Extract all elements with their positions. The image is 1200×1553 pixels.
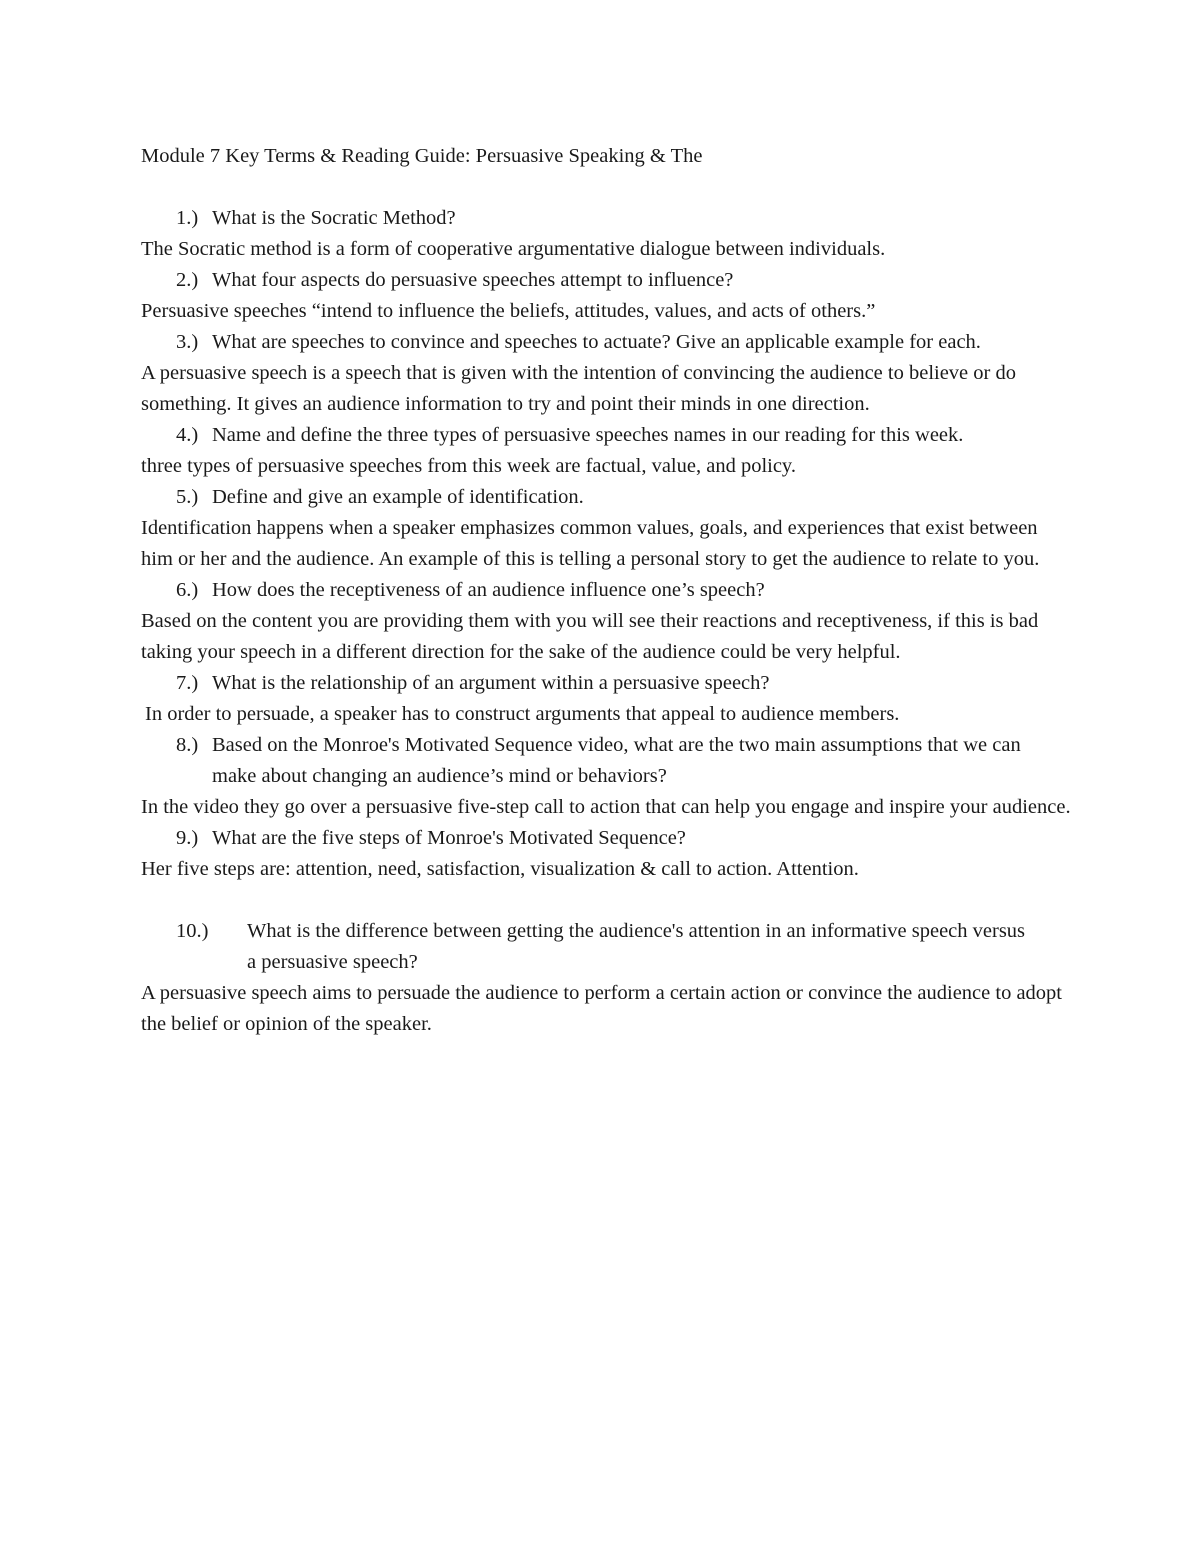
paragraph-gap [141, 885, 1071, 916]
question-number: 3.) [176, 331, 199, 353]
document-title: Module 7 Key Terms & Reading Guide: Persuasive Speaking & The [141, 145, 703, 167]
qa-item-9 [141, 823, 1071, 885]
question-text: Based on the Monroe's Motivated Sequence video, what are the two main assumptions that we can make about changing an audience’s mind or behaviors? [212, 734, 1021, 787]
question-5 [176, 482, 1071, 513]
qa-item-5 [141, 482, 1071, 575]
qa-item-8 [141, 730, 1071, 823]
question-text: How does the receptiveness of an audience influence one’s speech? [212, 579, 765, 601]
answer-3: A persuasive speech is a speech that is given with the intention of convincing the audience to believe or do something. It gives an audience information to try and point their minds in one direction. [141, 362, 1016, 415]
question-text: Name and define the three types of persuasive speeches names in our reading for this week. [212, 424, 964, 446]
qa-item-10 [141, 916, 1071, 1040]
answer-8: In the video they go over a persuasive five-step call to action that can help you engage and inspire your audience. [141, 796, 1071, 818]
document-body [141, 141, 1071, 1040]
question-text: What is the relationship of an argument within a persuasive speech? [212, 672, 770, 694]
answer-10: A persuasive speech aims to persuade the audience to perform a certain action or convince the audience to adopt the belief or opinion of the speaker. [141, 982, 1062, 1035]
question-number: 8.) [176, 734, 199, 756]
question-text: What four aspects do persuasive speeches attempt to influence? [212, 269, 734, 291]
answer-1: The Socratic method is a form of cooperative argumentative dialogue between individuals. [141, 238, 886, 260]
answer-5: Identification happens when a speaker emphasizes common values, goals, and experiences that exist between him or her and the audience. An example of this is telling a personal story to get the audience to relate to you. [141, 517, 1040, 570]
question-text: What are the five steps of Monroe's Motivated Sequence? [212, 827, 686, 849]
question-text: What is the Socratic Method? [212, 207, 456, 229]
question-number: 7.) [176, 672, 199, 694]
question-4 [176, 420, 1071, 451]
question-text: Define and give an example of identification. [212, 486, 584, 508]
question-number: 6.) [176, 579, 199, 601]
answer-7: In order to persuade, a speaker has to construct arguments that appeal to audience members. [145, 703, 900, 725]
question-6 [176, 575, 1071, 606]
qa-item-1 [141, 203, 1071, 265]
answer-6: Based on the content you are providing them with you will see their reactions and receptiveness, if this is bad taking your speech in a different direction for the sake of the audience could be very helpful. [141, 610, 1039, 663]
question-3 [176, 327, 1071, 358]
qa-item-7 [141, 668, 1071, 730]
qa-item-4 [141, 420, 1071, 482]
question-1 [176, 203, 1071, 234]
answer-2: Persuasive speeches “intend to influence the beliefs, attitudes, values, and acts of others.” [141, 300, 876, 322]
answer-4: three types of persuasive speeches from this week are factual, value, and policy. [141, 455, 796, 477]
question-number: 4.) [176, 424, 199, 446]
question-number: 2.) [176, 269, 199, 291]
question-8 [176, 730, 1071, 792]
answer-9: Her five steps are: attention, need, satisfaction, visualization & call to action. Attention. [141, 858, 859, 880]
question-number: 1.) [176, 207, 199, 229]
question-text: What are speeches to convince and speeches to actuate? Give an applicable example for each. [212, 331, 981, 353]
qa-item-6 [141, 575, 1071, 668]
question-number: 9.) [176, 827, 199, 849]
question-number: 5.) [176, 486, 199, 508]
qa-item-2 [141, 265, 1071, 327]
question-2 [176, 265, 1071, 296]
question-number: 10.) [176, 920, 209, 942]
question-7 [176, 668, 1071, 699]
question-text: What is the difference between getting the audience's attention in an informative speech versus a persuasive speech? [247, 920, 1026, 973]
question-9 [176, 823, 1071, 854]
question-10 [176, 916, 1071, 978]
qa-item-3 [141, 327, 1071, 420]
